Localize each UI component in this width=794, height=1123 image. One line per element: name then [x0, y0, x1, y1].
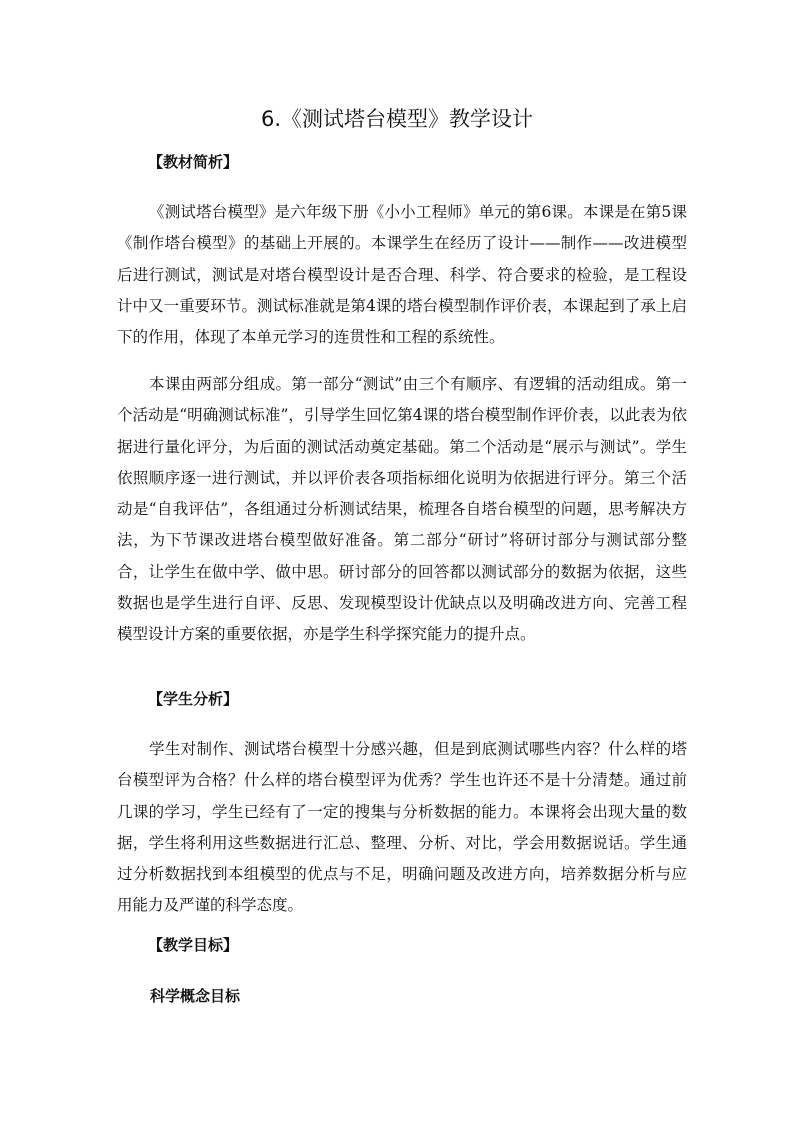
document-title: 6.《测试塔台模型》教学设计 — [260, 107, 534, 131]
section-heading-student-analysis: 【学生分析】 — [148, 690, 239, 708]
paragraph-textbook-analysis-1: 《测试塔台模型》是六年级下册《小小工程师》单元的第6课。本课是在第5课《制作塔台模型》的基础上开展的。本课学生在经历了设计——制作——改进模型后进行测试，测试是对塔台模型设计是否合理、科学、符合要求的检验，是工程设计中又一重要环节。测试标准就是第4课的塔台模型制作评价表，本课起到了承上启下的作用，体现了本单元学习的连贯性和工程的系统性。 — [117, 203, 687, 347]
paragraph-textbook-analysis-2: 本课由两部分组成。第一部分“测试”由三个有顺序、有逻辑的活动组成。第一个活动是“明确测试标准”，引导学生回忆第4课的塔台模型制作评价表，以此表为依据进行量化评分，为后面的测试活动奠定基础。第二个活动是“展示与测试”。学生依照顺序逐一进行测试，并以评价表各项指标细化说明为依据进行评分。第三个活动是“自我评估”，各组通过分析测试结果，梳理各自塔台模型的问题，思考解决方法，为下节课改进塔台模型做好准备。第二部分“研讨”将研讨部分与测试部分整合，让学生在做中学、做中思。研讨部分的回答都以测试部分的数据为依据，这些数据也是学生进行自评、反思、发现模型设计优缺点以及明确改进方向、完善工程模型设计方案的重要依据，亦是学生科学探究能力的提升点。 — [117, 375, 687, 644]
subheading-science-concept-goals: 科学概念目标 — [150, 987, 241, 1005]
section-heading-teaching-goals: 【教学目标】 — [148, 936, 239, 954]
paragraph-student-analysis: 学生对制作、测试塔台模型十分感兴趣，但是到底测试哪些内容？什么样的塔台模型评为合格？什么样的塔台模型评为优秀？学生也许还不是十分清楚。通过前几课的学习，学生已经有了一定的搜集与分析数据的能力。本课将会出现大量的数据，学生将利用这些数据进行汇总、整理、分析、对比，学会用数据说话。学生通过分析数据找到本组模型的优点与不足，明确问题及改进方向，培养数据分析与应用能力及严谨的科学态度。 — [117, 740, 687, 915]
section-heading-textbook-analysis: 【教材简析】 — [148, 153, 239, 171]
